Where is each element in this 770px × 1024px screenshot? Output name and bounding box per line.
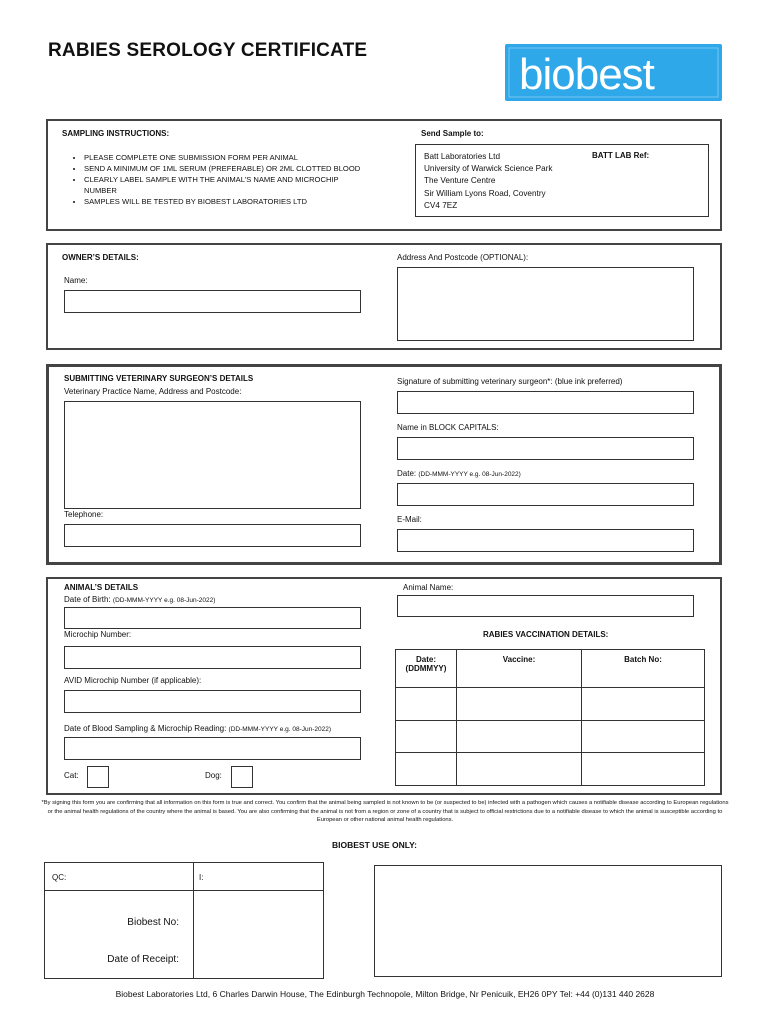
animal-name-label: Animal Name: [403, 583, 454, 592]
dog-checkbox[interactable] [231, 766, 253, 788]
telephone-label: Telephone: [64, 510, 104, 519]
dog-label: Dog: [205, 771, 222, 780]
owner-name-label: Name: [64, 276, 88, 285]
dob-field[interactable] [64, 607, 361, 629]
practice-label: Veterinary Practice Name, Address and Postcode: [64, 387, 242, 396]
email-field[interactable] [397, 529, 694, 552]
table-cell[interactable] [457, 688, 582, 721]
email-label: E-Mail: [397, 515, 422, 524]
footer-address: Biobest Laboratories Ltd, 6 Charles Darwin House, The Edinburgh Technopole, Milton Bridge, Nr Penicuik, EH26 0PY Tel: +44 (0)131 440 2628 [115, 989, 655, 999]
batt-lab-ref-label: BATT LAB Ref: [592, 151, 650, 160]
vaccination-date-header: Date: (DDMMYY) [396, 650, 457, 688]
animal-name-field[interactable] [397, 595, 694, 617]
signature-field[interactable] [397, 391, 694, 414]
sampling-instructions-list [62, 152, 364, 207]
biobest-entry-cell[interactable] [194, 891, 324, 979]
qc-table [44, 862, 324, 979]
table-cell[interactable] [396, 753, 457, 786]
page-title: RABIES SEROLOGY CERTIFICATE [48, 40, 368, 61]
block-capitals-field[interactable] [397, 437, 694, 460]
vet-date-field[interactable] [397, 483, 694, 506]
table-cell[interactable] [582, 688, 705, 721]
receipt-date-label: Date of Receipt: [107, 954, 179, 965]
signature-label: Signature of submitting veterinary surgeon*: (blue ink preferred) [397, 377, 623, 386]
vet-date-hint: (DD-MMM-YYYY e.g. 08-Jun-2022) [418, 471, 521, 478]
vaccination-heading: RABIES VACCINATION DETAILS: [483, 630, 609, 639]
table-cell[interactable] [457, 720, 582, 753]
list-item: • SAMPLES WILL BE TESTED BY BIOBEST LABORATORIES LTD [84, 196, 364, 207]
sampling-date-hint: (DD-MMM-YYYY e.g. 08-Jun-2022) [228, 726, 332, 733]
block-capitals-label: Name in BLOCK CAPITALS: [397, 423, 499, 432]
sampling-date-label: Date of Blood Sampling & Microchip Reading: (DD-MMM-YYYY e.g. 08-Jun-2022) [64, 724, 332, 733]
practice-field[interactable] [64, 401, 361, 509]
table-cell[interactable] [582, 753, 705, 786]
avid-label: AVID Microchip Number (if applicable): [64, 676, 202, 685]
vaccination-table [395, 649, 705, 786]
table-cell[interactable] [582, 720, 705, 753]
sampling-heading: SAMPLING INSTRUCTIONS: [62, 129, 170, 138]
owner-heading: OWNER’S DETAILS: [62, 253, 139, 262]
microchip-field[interactable] [64, 646, 361, 669]
lab-address: Batt Laboratories Ltd University of Warwick Science Park The Venture Centre Sir William Lyons Road, Coventry CV4 7EZ [424, 152, 553, 210]
i-cell[interactable]: I: [194, 863, 324, 891]
owner-address-label: Address And Postcode (OPTIONAL): [397, 253, 529, 262]
table-cell[interactable] [396, 688, 457, 721]
vaccination-vaccine-header: Vaccine: [457, 650, 582, 688]
table-cell[interactable] [396, 720, 457, 753]
declaration-text: *By signing this form you are confirming that all information on this form is true and correct. You confirm that the animal being sampled is not known to be (or suspected to be) infected with a pathogen which causes a notifiable disease according to European regulations or the animal health regulations of the country where the animal is based. You are also confirming that the animal is not from a region or zone of a country that is subject to official restrictions due to a notifiable disease to which the animal is susceptible according to European or other national animal health regulations. [41, 800, 729, 824]
owner-name-field[interactable] [64, 290, 361, 313]
dob-hint: (DD-MMM-YYYY e.g. 08-Jun-2022) [112, 597, 216, 604]
telephone-field[interactable] [64, 524, 361, 547]
vaccination-batch-header: Batch No: [582, 650, 705, 688]
logo-text: biobest [519, 50, 654, 99]
vet-heading: SUBMITTING VETERINARY SURGEON’S DETAILS [64, 374, 254, 383]
dob-label: Date of Birth: (DD-MMM-YYYY e.g. 08-Jun-2022) [64, 595, 216, 604]
send-sample-heading: Send Sample to: [421, 129, 484, 138]
list-item: • PLEASE COMPLETE ONE SUBMISSION FORM PER ANIMAL [84, 152, 364, 163]
animal-heading: ANIMAL’S DETAILS [64, 583, 139, 592]
biobest-logo [505, 44, 722, 101]
vet-date-label: Date: (DD-MMM-YYYY e.g. 08-Jun-2022) [397, 469, 521, 478]
biobest-use-heading: BIOBEST USE ONLY: [332, 840, 418, 850]
list-item: • SEND A MINIMUM OF 1ML SERUM (PREFERABLE) OR 2ML CLOTTED BLOOD [84, 163, 364, 174]
table-cell[interactable] [457, 753, 582, 786]
qc-cell[interactable]: QC: [45, 863, 194, 891]
microchip-label: Microchip Number: [64, 630, 132, 639]
sampling-date-field[interactable] [64, 737, 361, 760]
cat-label: Cat: [64, 771, 79, 780]
lab-stamp-box[interactable] [374, 865, 722, 977]
owner-address-field[interactable] [397, 267, 694, 341]
cat-checkbox[interactable] [87, 766, 109, 788]
list-item: • CLEARLY LABEL SAMPLE WITH THE ANIMAL’S NAME AND MICROCHIP NUMBER [84, 174, 364, 196]
biobest-no-label: Biobest No: [127, 917, 179, 928]
avid-field[interactable] [64, 690, 361, 713]
